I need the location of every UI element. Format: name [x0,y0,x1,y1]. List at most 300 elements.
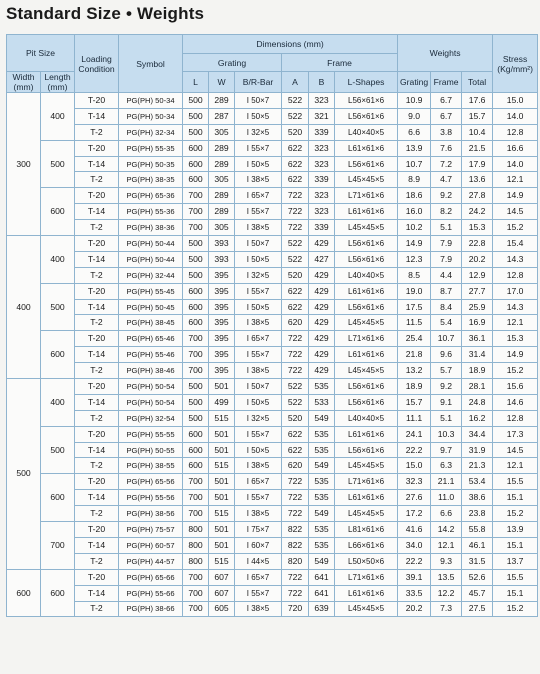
grating-w-cell: 395 [209,347,235,363]
frame-a-cell: 622 [282,426,309,442]
frame-a-cell: 720 [282,601,309,617]
weight-total-cell: 36.1 [462,331,493,347]
loading-condition-header [75,35,119,93]
loading-condition-cell: T-2 [75,410,119,426]
grating-l-cell: 500 [183,394,209,410]
grating-l-cell: 800 [183,522,209,538]
bar-cell: I 75×7 [235,522,282,538]
l-shape-cell: L61×61×6 [335,283,398,299]
symbol-cell: PG(PH) 32-54 [119,410,183,426]
loading-condition-cell: T-14 [75,108,119,124]
grating-l-cell: 500 [183,379,209,395]
symbol-cell: PG(PH) 44-57 [119,553,183,569]
loading-condition-cell: T-2 [75,124,119,140]
loading-condition-cell: T-20 [75,331,119,347]
symbol-cell: PG(PH) 50-44 [119,251,183,267]
grating-w-cell: 501 [209,379,235,395]
symbol-cell: PG(PH) 38-55 [119,458,183,474]
weight-grating-cell: 19.0 [398,283,431,299]
loading-condition-cell: T-14 [75,156,119,172]
weight-grating-cell: 14.9 [398,236,431,252]
symbol-cell: PG(PH) 50-35 [119,156,183,172]
loading-condition-cell: T-20 [75,283,119,299]
loading-condition-cell: T-20 [75,426,119,442]
l-shape-cell: L56×61×6 [335,236,398,252]
stress-cell: 12.1 [493,458,538,474]
frame-a-cell: 822 [282,537,309,553]
weight-frame-cell: 10.3 [431,426,462,442]
frame-b-cell: 429 [309,236,335,252]
frame-b-cell: 323 [309,156,335,172]
l-shape-cell: L61×61×6 [335,490,398,506]
stress-cell: 15.0 [493,93,538,109]
weight-grating-cell: 32.3 [398,474,431,490]
table-row [7,220,538,236]
loading-condition-cell: T-14 [75,347,119,363]
bar-cell: I 55×7 [235,585,282,601]
frame-b-cell: 535 [309,537,335,553]
weight-grating-cell: 12.3 [398,251,431,267]
l-shape-cell: L61×61×6 [335,585,398,601]
weight-total-cell: 10.4 [462,124,493,140]
bar-cell: I 60×7 [235,537,282,553]
l-shape-cell: L61×61×6 [335,347,398,363]
grating-w-cell: 501 [209,490,235,506]
frame-b-cell: 641 [309,569,335,585]
l-shape-cell: L71×61×6 [335,331,398,347]
weight-total-cell: 24.8 [462,394,493,410]
grating-l-cell: 700 [183,331,209,347]
symbol-cell: PG(PH) 65-66 [119,569,183,585]
frame-b-cell: 535 [309,522,335,538]
loading-header-line1: Loading [81,53,112,64]
weight-grating-cell: 8.5 [398,267,431,283]
table-row [7,267,538,283]
l-shape-cell: L61×61×6 [335,140,398,156]
bar-cell: I 44×5 [235,553,282,569]
weight-frame-cell: 9.3 [431,553,462,569]
weight-frame-cell: 7.9 [431,236,462,252]
frame-a-cell: 620 [282,458,309,474]
weight-frame-cell: 9.2 [431,379,462,395]
stress-cell: 12.8 [493,124,538,140]
grating-l-cell: 500 [183,251,209,267]
frame-a-cell: 522 [282,379,309,395]
symbol-cell: PG(PH) 50-34 [119,93,183,109]
grating-w-cell: 605 [209,601,235,617]
table-row [7,315,538,331]
symbol-cell: PG(PH) 55-66 [119,585,183,601]
grating-l-cell: 700 [183,506,209,522]
weight-total-cell: 27.7 [462,283,493,299]
frame-a-cell: 622 [282,442,309,458]
table-row [7,537,538,553]
stress-cell: 14.0 [493,156,538,172]
weight-grating-cell: 15.0 [398,458,431,474]
weight-total-cell: 23.8 [462,506,493,522]
weight-frame-cell: 10.7 [431,331,462,347]
symbol-cell: PG(PH) 50-44 [119,236,183,252]
length-cell: 700 [41,522,75,570]
frame-a-cell: 620 [282,315,309,331]
grating-w-cell: 499 [209,394,235,410]
weight-frame-cell: 12.2 [431,585,462,601]
loading-condition-cell: T-20 [75,236,119,252]
weight-frame-cell: 9.2 [431,188,462,204]
width-header [7,72,41,93]
grating-l-cell: 700 [183,490,209,506]
bar-cell: I 38×5 [235,363,282,379]
frame-a-cell: 722 [282,363,309,379]
frame-b-cell: 429 [309,299,335,315]
weight-frame-cell: 4.4 [431,267,462,283]
frame-a-header: A [282,72,309,93]
grating-w-cell: 501 [209,442,235,458]
frame-a-cell: 622 [282,283,309,299]
grating-w-cell: 395 [209,267,235,283]
symbol-header: Symbol [119,35,183,93]
bar-cell: I 38×5 [235,458,282,474]
weight-grating-cell: 11.5 [398,315,431,331]
frame-a-cell: 622 [282,299,309,315]
grating-w-cell: 305 [209,172,235,188]
length-header-unit: (mm) [47,82,68,92]
table-row [7,188,538,204]
l-shape-cell: L40×40×5 [335,410,398,426]
table-row [7,410,538,426]
frame-a-cell: 722 [282,188,309,204]
weight-total-cell: 38.6 [462,490,493,506]
weights-header: Weights [398,35,493,72]
bar-cell: I 55×7 [235,283,282,299]
stress-cell: 15.1 [493,490,538,506]
weight-frame-cell: 7.9 [431,251,462,267]
bar-cell: I 65×7 [235,188,282,204]
weight-grating-cell: 10.7 [398,156,431,172]
weight-total-cell: 24.2 [462,204,493,220]
grating-l-cell: 500 [183,93,209,109]
bar-cell: I 50×5 [235,299,282,315]
pit-size-header: Pit Size [7,35,75,72]
table-row [7,522,538,538]
grating-w-cell: 395 [209,331,235,347]
width-header-label: Width [12,72,35,82]
weight-grating-cell: 22.2 [398,442,431,458]
weight-total-cell: 31.9 [462,442,493,458]
weight-total-cell: 13.6 [462,172,493,188]
length-cell: 600 [41,188,75,236]
grating-l-cell: 500 [183,236,209,252]
weight-grating-cell: 13.9 [398,140,431,156]
weight-total-cell: 27.8 [462,188,493,204]
width-cell: 500 [7,379,41,570]
frame-b-cell: 323 [309,188,335,204]
grating-w-cell: 501 [209,522,235,538]
bar-cell: I 32×5 [235,124,282,140]
symbol-cell: PG(PH) 55-55 [119,426,183,442]
table-row [7,283,538,299]
bar-header: B/R-Bar [235,72,282,93]
frame-b-cell: 429 [309,347,335,363]
l-shape-cell: L45×45×5 [335,172,398,188]
symbol-cell: PG(PH) 60-57 [119,537,183,553]
loading-condition-cell: T-20 [75,188,119,204]
weight-grating-cell: 11.1 [398,410,431,426]
grating-w-cell: 289 [209,204,235,220]
symbol-cell: PG(PH) 55-35 [119,140,183,156]
frame-a-cell: 520 [282,267,309,283]
grating-l-cell: 700 [183,363,209,379]
weight-total-cell: 28.1 [462,379,493,395]
bar-cell: I 65×7 [235,474,282,490]
l-shape-cell: L45×45×5 [335,601,398,617]
table-row [7,394,538,410]
stress-cell: 14.9 [493,188,538,204]
symbol-cell: PG(PH) 55-56 [119,490,183,506]
grating-w-cell: 501 [209,474,235,490]
weight-frame-cell: 5.7 [431,363,462,379]
weight-grating-cell: 13.2 [398,363,431,379]
stress-cell: 14.9 [493,347,538,363]
symbol-cell: PG(PH) 55-36 [119,204,183,220]
l-shape-cell: L56×61×6 [335,108,398,124]
symbol-cell: PG(PH) 38-45 [119,315,183,331]
frame-b-cell: 429 [309,283,335,299]
frame-a-cell: 722 [282,220,309,236]
weight-frame-cell: 6.7 [431,93,462,109]
frame-a-cell: 722 [282,490,309,506]
stress-cell: 12.8 [493,267,538,283]
stress-cell: 15.2 [493,601,538,617]
frame-a-cell: 722 [282,506,309,522]
grating-w-cell: 305 [209,220,235,236]
bar-cell: I 38×5 [235,172,282,188]
weight-grating-cell: 34.0 [398,537,431,553]
frame-dimensions-header: Frame [282,54,398,72]
grating-l-cell: 600 [183,442,209,458]
weight-frame-cell: 9.7 [431,442,462,458]
grating-l-cell: 600 [183,156,209,172]
grating-l-cell: 700 [183,188,209,204]
frame-a-cell: 722 [282,347,309,363]
bar-cell: I 55×7 [235,204,282,220]
symbol-cell: PG(PH) 32-34 [119,124,183,140]
grating-w-cell: 289 [209,93,235,109]
grating-w-cell: 287 [209,108,235,124]
length-header [41,72,75,93]
l-shape-cell: L45×45×5 [335,506,398,522]
frame-b-cell: 639 [309,601,335,617]
symbol-cell: PG(PH) 65-46 [119,331,183,347]
weight-grating-header: Grating [398,72,431,93]
l-shape-cell: L45×45×5 [335,363,398,379]
length-cell: 600 [41,331,75,379]
l-shape-cell: L40×40×5 [335,267,398,283]
stress-header-label: Stress [502,53,528,64]
loading-condition-cell: T-14 [75,490,119,506]
weight-grating-cell: 20.2 [398,601,431,617]
bar-cell: I 32×5 [235,410,282,426]
loading-condition-cell: T-2 [75,172,119,188]
frame-b-cell: 323 [309,93,335,109]
symbol-cell: PG(PH) 55-46 [119,347,183,363]
frame-a-cell: 822 [282,522,309,538]
grating-w-cell: 393 [209,236,235,252]
grating-w-cell: 395 [209,299,235,315]
grating-l-cell: 700 [183,220,209,236]
l-shape-cell: L56×61×6 [335,394,398,410]
loading-condition-cell: T-20 [75,474,119,490]
loading-condition-cell: T-14 [75,204,119,220]
weight-frame-cell: 9.1 [431,394,462,410]
table-row [7,426,538,442]
weight-grating-cell: 10.9 [398,93,431,109]
l-shape-cell: L50×50×6 [335,553,398,569]
l-shape-cell: L40×40×5 [335,124,398,140]
grating-l-cell: 700 [183,204,209,220]
l-shape-cell: L56×61×6 [335,156,398,172]
frame-a-cell: 522 [282,251,309,267]
grating-w-cell: 395 [209,283,235,299]
grating-l-cell: 700 [183,585,209,601]
length-cell: 500 [41,283,75,331]
grating-l-cell: 600 [183,299,209,315]
weight-grating-cell: 39.1 [398,569,431,585]
length-cell: 600 [41,474,75,522]
bar-cell: I 65×7 [235,331,282,347]
weight-frame-header: Frame [431,72,462,93]
bar-cell: I 50×5 [235,442,282,458]
stress-cell: 15.4 [493,236,538,252]
stress-cell: 15.5 [493,569,538,585]
weight-grating-cell: 9.0 [398,108,431,124]
frame-b-cell: 535 [309,490,335,506]
weight-frame-cell: 8.4 [431,299,462,315]
loading-condition-cell: T-2 [75,553,119,569]
grating-l-cell: 500 [183,124,209,140]
weight-frame-cell: 5.1 [431,220,462,236]
length-cell: 600 [41,569,75,617]
grating-l-cell: 600 [183,458,209,474]
stress-cell: 15.2 [493,363,538,379]
frame-b-cell: 321 [309,108,335,124]
stress-cell: 12.1 [493,172,538,188]
l-shape-cell: L45×45×5 [335,458,398,474]
weight-frame-cell: 4.7 [431,172,462,188]
table-row [7,506,538,522]
table-row [7,379,538,395]
weight-grating-cell: 18.9 [398,379,431,395]
table-row [7,363,538,379]
length-cell: 400 [41,93,75,141]
loading-condition-cell: T-20 [75,140,119,156]
symbol-cell: PG(PH) 38-36 [119,220,183,236]
bar-cell: I 38×5 [235,220,282,236]
symbol-cell: PG(PH) 32-44 [119,267,183,283]
grating-w-cell: 515 [209,553,235,569]
grating-l-cell: 600 [183,140,209,156]
stress-cell: 14.0 [493,108,538,124]
table-row [7,458,538,474]
grating-w-cell: 289 [209,140,235,156]
table-row [7,156,538,172]
width-cell: 600 [7,569,41,617]
weight-grating-cell: 22.2 [398,553,431,569]
length-cell: 500 [41,426,75,474]
frame-b-cell: 535 [309,426,335,442]
table-row [7,204,538,220]
frame-a-cell: 520 [282,410,309,426]
grating-w-cell: 515 [209,410,235,426]
bar-cell: I 50×5 [235,156,282,172]
loading-condition-cell: T-20 [75,522,119,538]
length-cell: 400 [41,236,75,284]
weight-frame-cell: 8.2 [431,204,462,220]
table-row [7,251,538,267]
grating-w-cell: 289 [209,188,235,204]
frame-b-cell: 339 [309,124,335,140]
table-row [7,553,538,569]
stress-cell: 13.7 [493,553,538,569]
frame-b-cell: 429 [309,315,335,331]
loading-condition-cell: T-2 [75,458,119,474]
weight-frame-cell: 7.2 [431,156,462,172]
frame-b-cell: 429 [309,331,335,347]
symbol-cell: PG(PH) 38-46 [119,363,183,379]
symbol-cell: PG(PH) 50-34 [119,108,183,124]
loading-condition-cell: T-20 [75,379,119,395]
grating-l-cell: 800 [183,553,209,569]
frame-a-cell: 522 [282,394,309,410]
table-row [7,124,538,140]
frame-b-cell: 549 [309,506,335,522]
table-row [7,236,538,252]
l-shape-cell: L56×61×6 [335,93,398,109]
frame-b-cell: 339 [309,172,335,188]
stress-cell: 15.2 [493,220,538,236]
frame-a-cell: 522 [282,236,309,252]
grating-w-cell: 515 [209,458,235,474]
table-row [7,601,538,617]
weight-frame-cell: 13.5 [431,569,462,585]
l-shape-cell: L71×61×6 [335,474,398,490]
weight-grating-cell: 18.6 [398,188,431,204]
stress-cell: 15.2 [493,506,538,522]
table-row [7,172,538,188]
frame-b-cell: 535 [309,474,335,490]
frame-b-cell: 323 [309,204,335,220]
weight-grating-cell: 8.9 [398,172,431,188]
weight-total-cell: 53.4 [462,474,493,490]
length-header-label: Length [44,72,71,82]
frame-b-cell: 535 [309,442,335,458]
l-shape-cell: L45×45×5 [335,220,398,236]
loading-condition-cell: T-2 [75,315,119,331]
l-shape-cell: L56×61×6 [335,379,398,395]
loading-condition-cell: T-20 [75,93,119,109]
page-title: Standard Size • Weights [6,4,205,23]
bar-cell: I 50×7 [235,236,282,252]
grating-l-cell: 800 [183,537,209,553]
bar-cell: I 38×5 [235,506,282,522]
weight-total-cell: 20.2 [462,251,493,267]
table-row [7,474,538,490]
loading-condition-cell: T-2 [75,601,119,617]
frame-a-cell: 622 [282,172,309,188]
loading-condition-cell: T-14 [75,251,119,267]
stress-cell: 14.5 [493,442,538,458]
weight-frame-cell: 7.6 [431,140,462,156]
